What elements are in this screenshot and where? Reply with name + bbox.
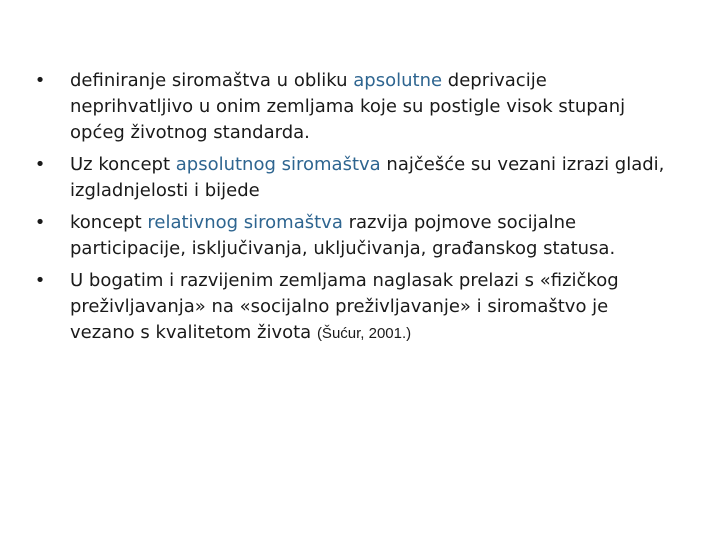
bullet-text-part: deprivacije neprihvatljivo u onim zemljama koje su postigle visok stupanj općeg životnog standarda. [70, 70, 626, 143]
bullet-text-part: koncept [70, 212, 148, 233]
bullet-dot-icon: • [34, 212, 46, 233]
bullet-text-part: najčešće su vezani izrazi gladi, izgladnjelosti i bijede [70, 154, 665, 201]
bullet-item [30, 152, 670, 204]
bullet-list [30, 68, 670, 353]
bullet-text-part: U bogatim i razvijenim zemljama naglasak prelazi s «fizičkog preživljavanja» na «socijalno preživljavanje» i siromaštvo je vezano s kvalitetom života [70, 270, 619, 343]
bullet-item [30, 210, 670, 262]
bullet-text-part: razvija pojmove socijalne participacije, isključivanja, uključivanja, građanskog statusa. [70, 212, 616, 259]
bullet-dot-icon: • [34, 270, 46, 291]
highlighted-term: relativnog siromaštva [147, 212, 343, 233]
bullet-item [30, 68, 670, 146]
bullet-item [30, 268, 670, 347]
bullet-dot-icon: • [34, 70, 46, 91]
highlighted-term: apsolutnog siromaštva [175, 154, 381, 175]
bullet-text-part: definiranje siromaštva u obliku [70, 70, 354, 91]
bullet-dot-icon: • [34, 154, 46, 175]
bullet-text-part: Uz koncept [70, 154, 176, 175]
highlighted-term: apsolutne [353, 70, 443, 91]
citation: (Šućur, 2001.) [316, 325, 412, 342]
